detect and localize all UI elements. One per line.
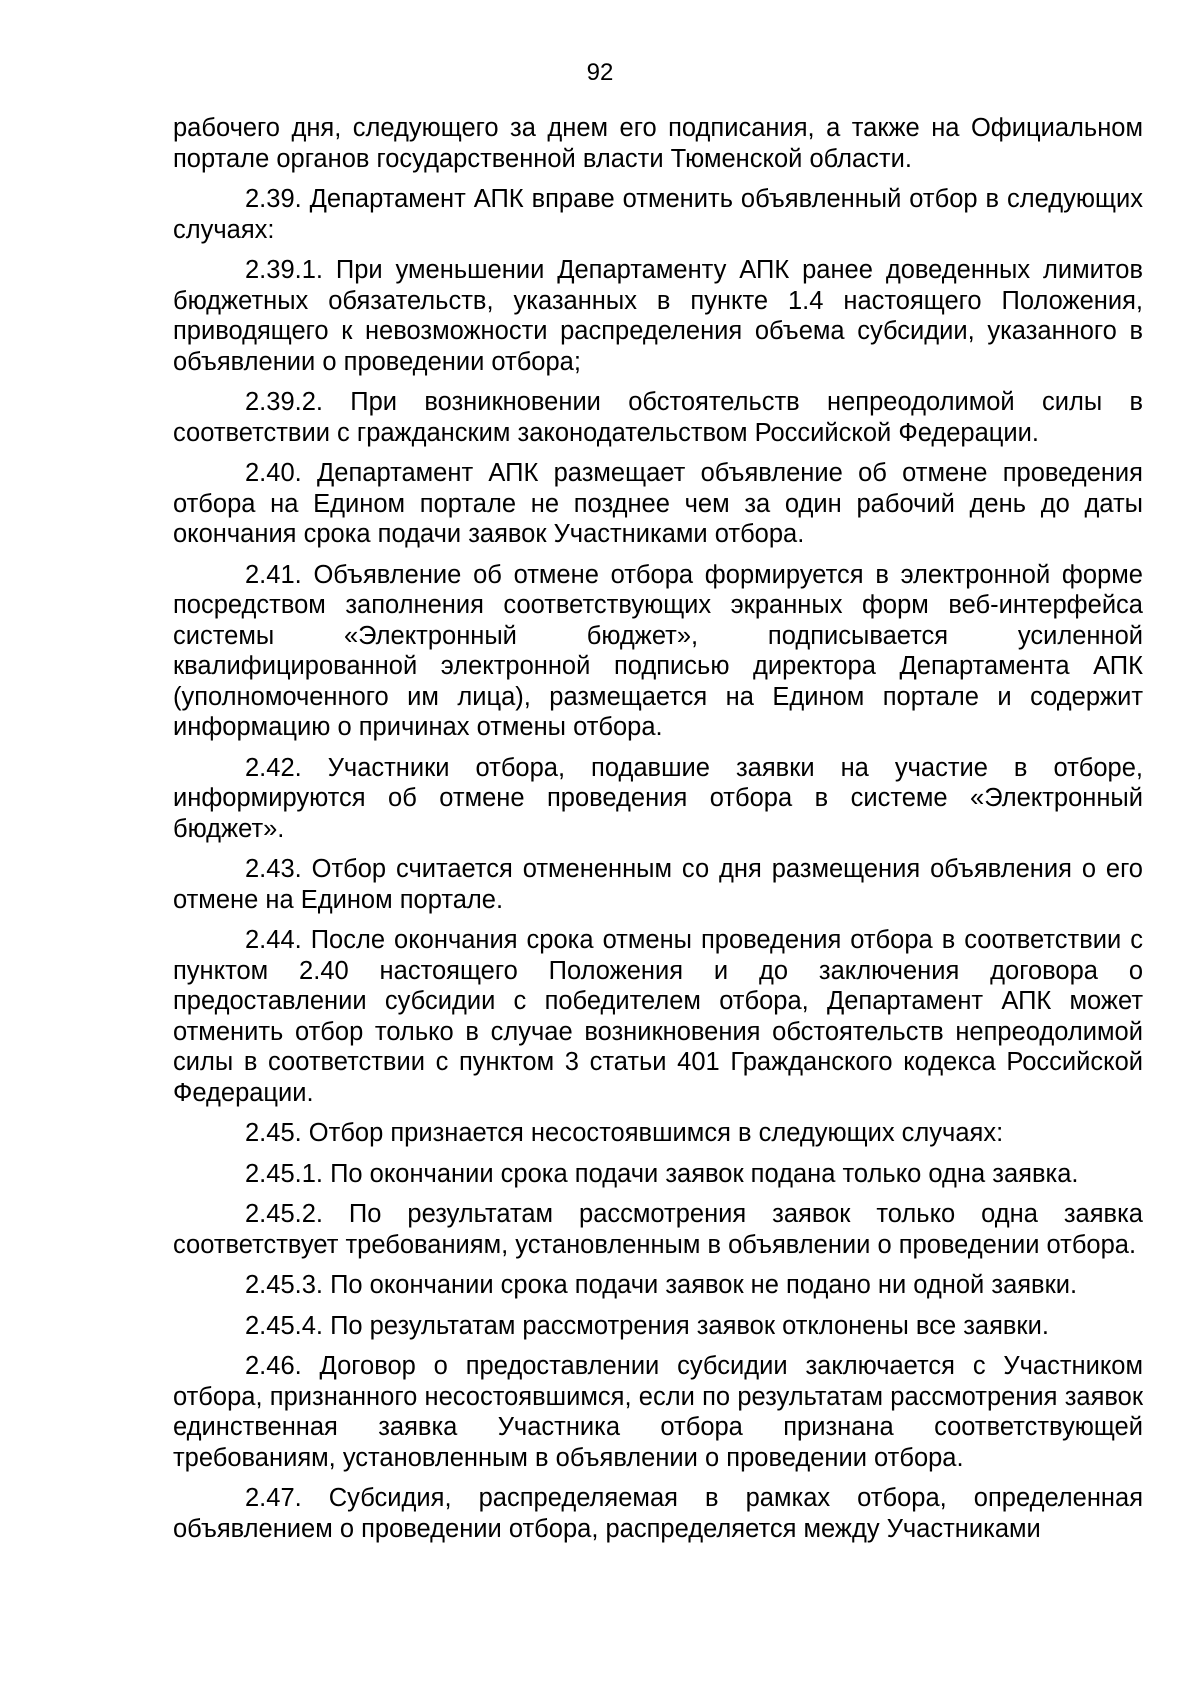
paragraph-2-45-2: 2.45.2. По результатам рассмотрения заявок только одна заявка соответствует требованиям, установленным в объявлении о проведении отбора.: [173, 1200, 1143, 1259]
paragraph-2-45-4: 2.45.4. По результатам рассмотрения заявок отклонены все заявки.: [245, 1311, 1049, 1340]
document-body: [173, 113, 1143, 1554]
paragraph-2-45-3: 2.45.3. По окончании срока подачи заявок не подано ни одной заявки.: [245, 1271, 1078, 1299]
paragraph-2-46: 2.46. Договор о предоставлении субсидии заключается с Участником отбора, признанного несостоявшимся, если по результатам рассмотрения заявок единственная заявка Участника отбора признана соответствующей требованиям, установленным в объявлении о проведении отбора.: [173, 1352, 1143, 1472]
page-number: 92: [586, 59, 614, 86]
paragraph-2-44: 2.44. После окончания срока отмены проведения отбора в соответствии с пунктом 2.40 настоящего Положения и до заключения договора о предоставлении субсидии с победителем отбора, Департамент АПК может отменить отбор только в случае возникновения обстоятельств непреодолимой силы в соответствии с пунктом 3 статьи 401 Гражданского кодекса Российской Федерации.: [173, 926, 1143, 1107]
paragraph-continuation: рабочего дня, следующего за днем его подписания, а также на Официальном портале органов государственной власти Тюменской области.: [173, 114, 1143, 173]
paragraph-2-39-2: 2.39.2. При возникновении обстоятельств непреодолимой силы в соответствии с гражданским законодательством Российской Федерации.: [173, 388, 1143, 447]
paragraph-2-45-1: 2.45.1. По окончании срока подачи заявок подана только одна заявка.: [245, 1159, 1079, 1188]
paragraph-2-39-1: 2.39.1. При уменьшении Департаменту АПК ранее доведенных лимитов бюджетных обязательств, указанных в пункте 1.4 настоящего Положения, приводящего к невозможности распределения объема субсидии, указанного в объявлении о проведении отбора;: [173, 256, 1143, 376]
paragraph-2-39: 2.39. Департамент АПК вправе отменить объявленный отбор в следующих случаях:: [173, 185, 1143, 244]
paragraph-2-47: 2.47. Субсидия, распределяемая в рамках отбора, определенная объявлением о проведении отбора, распределяется между Участниками: [173, 1484, 1143, 1543]
paragraph-2-42: 2.42. Участники отбора, подавшие заявки на участие в отборе, информируются об отмене проведения отбора в системе «Электронный бюджет».: [173, 753, 1143, 843]
paragraph-2-45: 2.45. Отбор признается несостоявшимся в следующих случаях:: [245, 1119, 1004, 1147]
paragraph-2-43: 2.43. Отбор считается отмененным со дня размещения объявления о его отмене на Едином портале.: [173, 855, 1143, 914]
paragraph-2-40: 2.40. Департамент АПК размещает объявление об отмене проведения отбора на Едином портале не позднее чем за один рабочий день до даты окончания срока подачи заявок Участниками отбора.: [173, 459, 1143, 548]
paragraph-2-41: 2.41. Объявление об отмене отбора формируется в электронной форме посредством заполнения соответствующих экранных форм веб-интерфейса системы «Электронный бюджет», подписывается усиленной квалифицированной электронной подписью директора Департамента АПК (уполномоченного им лица), размещается на Едином портале и содержит информацию о причинах отмены отбора.: [173, 560, 1143, 741]
